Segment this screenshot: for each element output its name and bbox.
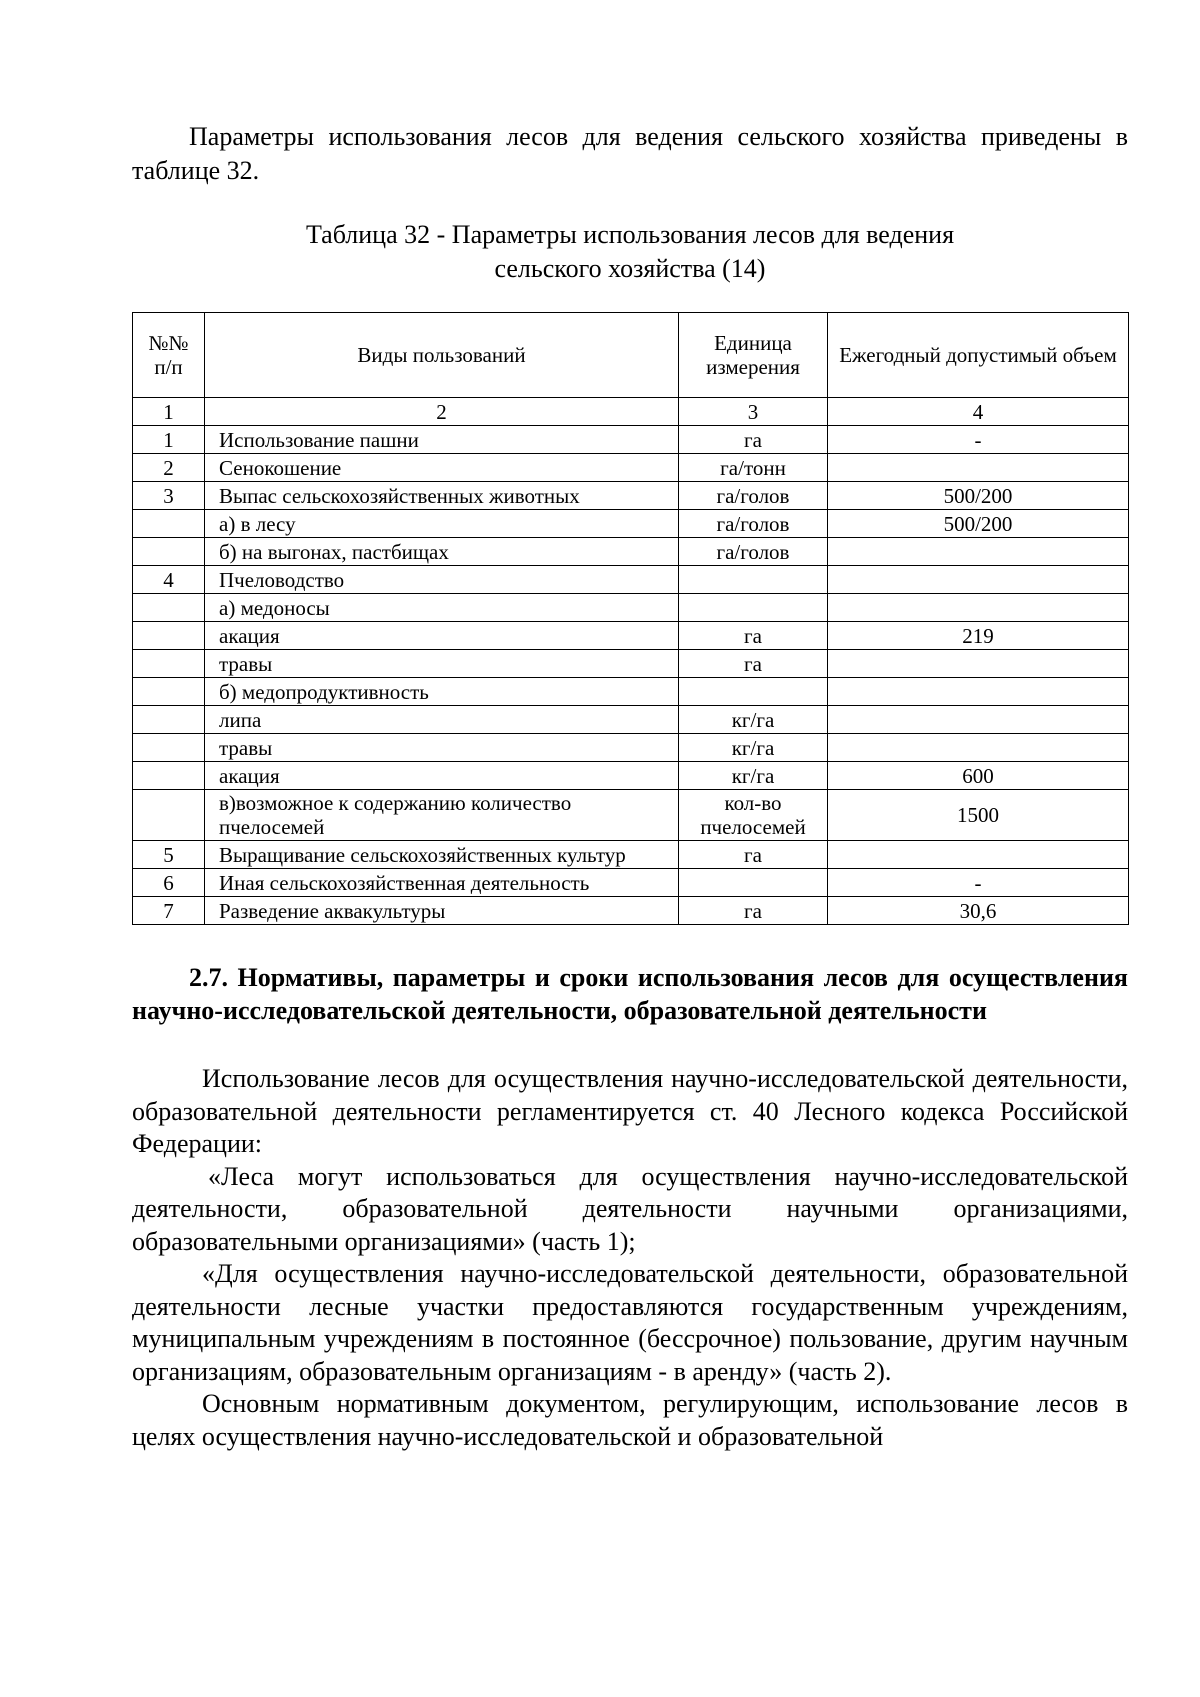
- cell-volume: -: [828, 426, 1129, 454]
- cell-volume: 500/200: [828, 510, 1129, 538]
- cell-unit: [679, 566, 828, 594]
- table-row: [133, 897, 1129, 925]
- header-num: №№ п/п: [133, 313, 205, 398]
- col-number-4: 4: [828, 398, 1129, 426]
- cell-kind: акация: [205, 762, 679, 790]
- cell-unit: га/голов: [679, 482, 828, 510]
- cell-volume: [828, 538, 1129, 566]
- table-row: [133, 869, 1129, 897]
- cell-kind: Выпас сельскохозяйственных животных: [205, 482, 679, 510]
- cell-num: [133, 678, 205, 706]
- table-row: [133, 762, 1129, 790]
- cell-unit: га: [679, 622, 828, 650]
- paragraph-2: «Леса могут использоваться для осуществления научно-исследовательской деятельности, образовательной деятельности научными организациями, образовательными организациями» (часть 1);: [132, 1161, 1128, 1256]
- cell-num: 5: [133, 841, 205, 869]
- cell-num: 3: [133, 482, 205, 510]
- cell-num: 2: [133, 454, 205, 482]
- cell-kind: травы: [205, 650, 679, 678]
- cell-volume: [828, 454, 1129, 482]
- cell-volume: 500/200: [828, 482, 1129, 510]
- table-caption: [132, 218, 1128, 286]
- cell-kind: б) медопродуктивность: [205, 678, 679, 706]
- cell-kind: акация: [205, 622, 679, 650]
- cell-num: [133, 538, 205, 566]
- cell-num: [133, 594, 205, 622]
- col-number-2: 2: [205, 398, 679, 426]
- table-row: [133, 841, 1129, 869]
- column-number-row: [133, 398, 1129, 426]
- table-row: [133, 538, 1129, 566]
- cell-volume: -: [828, 869, 1129, 897]
- col-number-3: 3: [679, 398, 828, 426]
- header-unit: Единица измерения: [679, 313, 828, 398]
- table-caption-line-1: Таблица 32 - Параметры использования лесов для ведения: [305, 220, 955, 249]
- table-row: [133, 622, 1129, 650]
- body-text: [132, 1063, 1128, 1453]
- cell-kind: Выращивание сельскохозяйственных культур: [205, 841, 679, 869]
- cell-unit: га/голов: [679, 538, 828, 566]
- cell-volume: [828, 706, 1129, 734]
- cell-kind: б) на выгонах, пастбищах: [205, 538, 679, 566]
- cell-volume: [828, 566, 1129, 594]
- cell-unit: кг/га: [679, 734, 828, 762]
- paragraph-3: «Для осуществления научно-исследовательской деятельности, образовательной деятельности лесные участки предоставляются государственным учреждениям, муниципальным учреждениям в постоянное (бессрочное) пользование, другим научным организациям, образовательным организациям - в аренду» (часть 2).: [132, 1259, 1128, 1386]
- cell-unit: [679, 869, 828, 897]
- cell-unit: га: [679, 426, 828, 454]
- header-volume: Ежегодный допустимый объем: [828, 313, 1129, 398]
- cell-kind: Иная сельскохозяйственная деятельность: [205, 869, 679, 897]
- table-row: [133, 650, 1129, 678]
- intro-paragraph: Параметры использования лесов для ведения сельского хозяйства приведены в таблице 32.: [132, 122, 1128, 185]
- cell-unit: [679, 678, 828, 706]
- cell-num: [133, 790, 205, 841]
- cell-volume: [828, 734, 1129, 762]
- cell-num: 4: [133, 566, 205, 594]
- cell-volume: 219: [828, 622, 1129, 650]
- cell-num: [133, 510, 205, 538]
- cell-unit: [679, 594, 828, 622]
- table-caption-line-2: сельского хозяйства (14): [494, 254, 766, 283]
- cell-volume: [828, 650, 1129, 678]
- cell-volume: 1500: [828, 790, 1129, 841]
- cell-kind: липа: [205, 706, 679, 734]
- table-row: [133, 734, 1129, 762]
- cell-unit: га/тонн: [679, 454, 828, 482]
- cell-kind: а) в лесу: [205, 510, 679, 538]
- table-body: [133, 426, 1129, 925]
- table-row: [133, 454, 1129, 482]
- cell-kind: в)возможное к содержанию количество пчелосемей: [205, 790, 679, 841]
- section-heading: 2.7. Нормативы, параметры и сроки использования лесов для осуществления научно-исследовательской деятельности, образовательной деятельности: [132, 963, 1128, 1025]
- table-row: [133, 566, 1129, 594]
- table-row: [133, 790, 1129, 841]
- cell-num: 6: [133, 869, 205, 897]
- cell-volume: [828, 678, 1129, 706]
- cell-unit: кг/га: [679, 706, 828, 734]
- cell-kind: Сенокошение: [205, 454, 679, 482]
- forest-use-table: [132, 312, 1129, 925]
- cell-unit: га: [679, 897, 828, 925]
- cell-volume: 30,6: [828, 897, 1129, 925]
- cell-num: [133, 706, 205, 734]
- cell-kind: Разведение аквакультуры: [205, 897, 679, 925]
- table-row: [133, 426, 1129, 454]
- cell-volume: [828, 841, 1129, 869]
- cell-kind: травы: [205, 734, 679, 762]
- table-row: [133, 706, 1129, 734]
- table-row: [133, 510, 1129, 538]
- cell-unit: га: [679, 650, 828, 678]
- cell-kind: Использование пашни: [205, 426, 679, 454]
- cell-num: 1: [133, 426, 205, 454]
- cell-volume: [828, 594, 1129, 622]
- cell-unit: га: [679, 841, 828, 869]
- cell-num: [133, 762, 205, 790]
- cell-num: [133, 650, 205, 678]
- table-row: [133, 482, 1129, 510]
- cell-num: [133, 734, 205, 762]
- cell-unit: кол-во пчелосемей: [679, 790, 828, 841]
- cell-num: 7: [133, 897, 205, 925]
- document-page: [132, 120, 1128, 1453]
- cell-kind: Пчеловодство: [205, 566, 679, 594]
- cell-unit: кг/га: [679, 762, 828, 790]
- paragraph-1: Использование лесов для осуществления научно-исследовательской деятельности, образовательной деятельности регламентируется ст. 40 Лесного кодекса Российской Федерации:: [132, 1064, 1128, 1158]
- cell-volume: 600: [828, 762, 1129, 790]
- cell-num: [133, 622, 205, 650]
- cell-kind: а) медоносы: [205, 594, 679, 622]
- table-header-row: [133, 313, 1129, 398]
- table-row: [133, 678, 1129, 706]
- cell-unit: га/голов: [679, 510, 828, 538]
- paragraph-4: Основным нормативным документом, регулирующим, использование лесов в целях осуществления научно-исследовательской и образовательной: [132, 1389, 1128, 1451]
- table-row: [133, 594, 1129, 622]
- header-kind: Виды пользований: [205, 313, 679, 398]
- col-number-1: 1: [133, 398, 205, 426]
